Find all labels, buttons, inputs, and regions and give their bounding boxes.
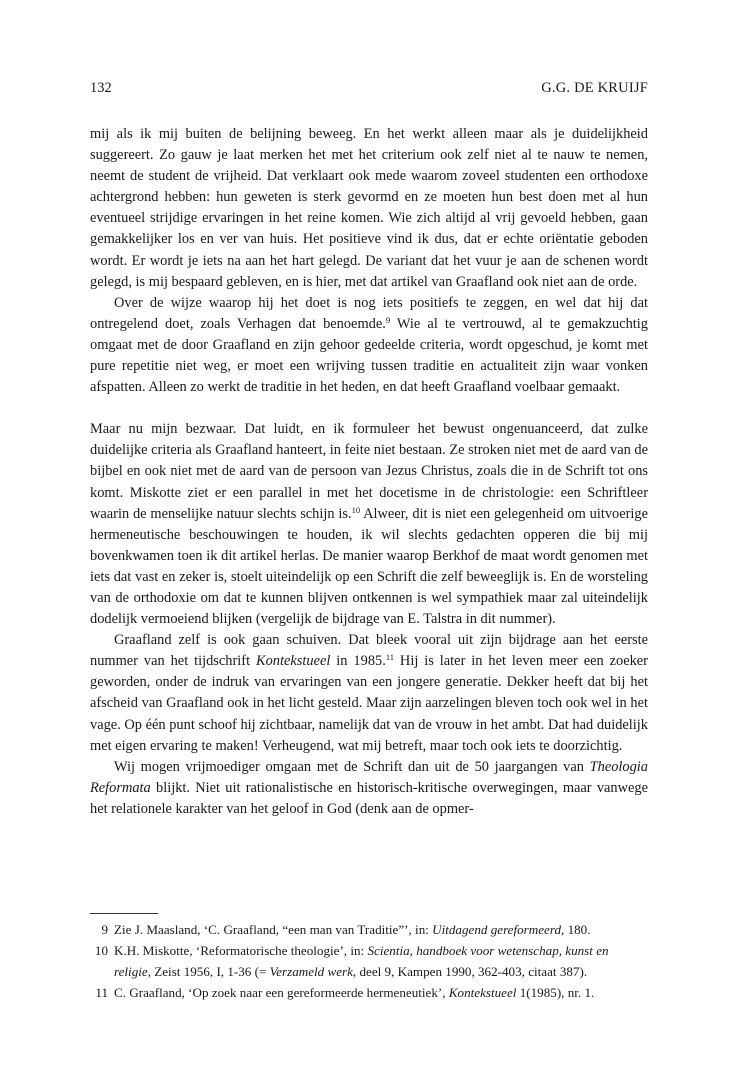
footnote-text <box>114 943 609 979</box>
text-run: 1(1985), nr. 1. <box>516 985 595 1000</box>
footnote-text <box>114 922 590 937</box>
text-run: Over de wijze waarop hij het doet is nog iets positiefs te zeggen, en wel dat hij dat ontregelend doet, zoals Verhagen dat benoemde. <box>90 294 648 332</box>
text-run: K.H. Miskotte, ‘Reformatorische theologie’, in: <box>114 943 368 958</box>
text-run: , Zeist 1956, I, 1-36 (= <box>147 964 270 979</box>
text-run: C. Graafland, ‘Op zoek naar een gereformeerde hermeneutiek’, <box>114 985 449 1000</box>
footnote-ref: 9 <box>385 314 391 325</box>
main-text <box>90 124 648 820</box>
footnote-number: 9 <box>101 922 108 937</box>
text-run: blijkt. Niet uit rationalistische en historisch-kritische overwegingen, maar vanwege het relationele karakter van het geloof in God (denk aan de opmer- <box>90 779 648 817</box>
footnotes <box>90 919 648 1003</box>
text-run: Graafland zelf is ook gaan schuiven. Dat bleek vooral uit zijn bijdrage aan het eerste nummer van het tijdschrift <box>90 632 648 670</box>
footnote-text <box>114 985 594 1000</box>
page-number: 132 <box>90 80 112 96</box>
text-run: Maar nu mijn bezwaar. Dat luidt, en ik formuleer het bewust ongenuanceerd, dat zulke duidelijke criteria als Graafland hanteert, in feite niet bestaan. Ze stroken niet met de aard van de bijbel en ook niet met de aard van de persoon van Jezus Christus, zoals die in de Schrift tot ons komt. Miskotte ziet er een parallel in met het docetisme in de christologie: een Schriftleer waarin de menselijke natuur slechts schijn is. <box>90 421 648 522</box>
footnote-ref: 10 <box>351 504 361 515</box>
text-run: , 180. <box>561 922 591 937</box>
running-header <box>90 80 648 100</box>
footnote <box>90 919 648 940</box>
italic-title: Uitdagend gereformeerd <box>432 922 562 937</box>
footnote-ref: 11 <box>385 652 394 663</box>
text-run: in 1985. <box>330 653 386 670</box>
text-run: Hij is later in het leven meer een zoeker geworden, onder de indruk van ervaringen van een jongere generatie. Dekker heeft dat bij het afscheid van Graafland ook in het licht gesteld. Maar zijn aarzelingen bleven toch ook wel in het vage. Op één punt schoof hij zichtbaar, namelijk dat van de vrouw in het ambt. Dat had duidelijk met eigen ervaring te maken! Verheugend, wat mij betreft, maar toch ook iets te doorzichtig. <box>90 653 648 754</box>
section-break <box>90 398 648 419</box>
italic-title: Kontekstueel <box>256 653 331 670</box>
text-run: Wie al te vertrouwd, al te gemakzuchtig omgaat met de door Graafland en zijn gehoor gedeelde criteria, wordt opgeschud, je komt met pure repetitie niet weg, er moet een wrijving tussen traditie en actualiteit zijn waar vonken afspatten. Alleen zo werkt de traditie in het heden, en dat heeft Graafland voelbaar gemaakt. <box>90 315 648 396</box>
text-run: Wij mogen vrijmoediger omgaan met de Schrift dan uit de 50 jaargangen van <box>114 758 590 775</box>
footnote <box>90 982 648 1003</box>
footnote-number: 10 <box>94 943 108 958</box>
footnote-number: 11 <box>95 985 108 1000</box>
italic-title: Verzameld werk <box>269 964 353 979</box>
paragraph <box>90 757 648 820</box>
text-run: Alweer, dit is niet een gelegenheid om uitvoerige hermeneutische beschouwingen te houden, ik wil slechts gedachten opperen die bij mij bovenkwamen toen ik dit artikel herlas. De manier waarop Berkhof de maat wordt genomen met iets dat vast en zeker is, stoelt uiteindelijk op een Schrift die zelf beweeglijk is. En de worsteling van de orthodoxie om dat te kunnen blijven ontkennen is wel sympathiek maar zal uiteindelijk dodelijk vermoeiend blijken (vergelijk de bijdrage van E. Talstra in dit nummer). <box>90 505 648 628</box>
text-run: Zie J. Maasland, ‘C. Graafland, “een man van Traditie”’, in: <box>114 922 433 937</box>
italic-title: Theologia Reformata <box>90 758 648 796</box>
text-run: , deel 9, Kampen 1990, 362-403, citaat 387). <box>352 964 588 979</box>
text-run: mij als ik mij buiten de belijning beweeg. En het werkt alleen maar als je duidelijkheid suggereert. Zo gauw je laat merken het met het criterium ook zelf niet al te nauw te nemen, neemt de student de vrijheid. Dat verklaart ook mede waarom zoveel studenten een orthodoxe achtergrond hebben: hun geweten is sterk gevormd en ze moeten hun best doen met al hun eventueel strijdige ervaringen in het reine komen. Wie zich altijd al vrij gevoeld hebben, gaan gemakkelijker los en ver van huis. Het positieve vind ik dus, dat er echte oriëntatie geboden wordt. Er wordt je iets na aan het hart gelegd. De variant dat het vuur je aan de schenen wordt gelegd, is mij bespaard gebleven, en is hier, met dat artikel van Graafland ook niet aan de orde. <box>90 126 648 290</box>
footnote <box>90 940 648 982</box>
footnote-separator <box>90 913 158 914</box>
paragraph <box>90 293 648 398</box>
paragraph <box>90 124 648 293</box>
running-title: G.G. DE KRUIJF <box>541 80 648 96</box>
italic-title: Kontekstueel <box>448 985 517 1000</box>
italic-title: Scientia, handboek voor wetenschap, kunst en religie <box>114 943 609 979</box>
paragraph <box>90 419 648 630</box>
paragraph <box>90 630 648 757</box>
